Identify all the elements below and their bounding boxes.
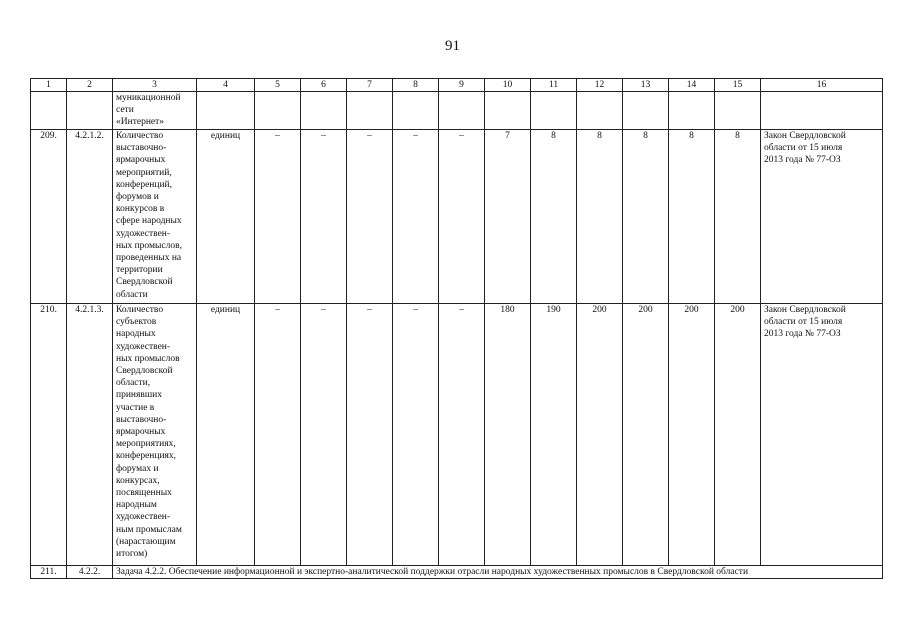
value-cell: 180 <box>485 304 531 566</box>
value-cell: 200 <box>623 304 669 566</box>
column-header: 8 <box>393 79 439 92</box>
unit-cell <box>197 92 255 130</box>
value-cell <box>531 92 577 130</box>
column-header: 1 <box>31 79 67 92</box>
value-cell <box>255 92 301 130</box>
value-cell: – <box>393 304 439 566</box>
table-row <box>31 130 883 304</box>
task-description-cell: Задача 4.2.2. Обеспечение информационной и экспертно-аналитической поддержки отрасли народных художественных промыслов в Свердловской области <box>113 566 883 579</box>
row-code-cell <box>67 92 113 130</box>
column-header: 3 <box>113 79 197 92</box>
value-cell: – <box>439 304 485 566</box>
indicator-cell: Количество субъектов народных художествен- ных промыслов Свердловской области, принявших участие в выставочно- ярмарочных мероприятиях, конференциях, форумах и конкурсах, посвященных народным художествен- ным промыслам (нарастающим итогом) <box>113 304 197 566</box>
source-cell: Закон Свердловской области от 15 июля 2013 года № 77-ОЗ <box>761 130 883 304</box>
value-cell <box>301 92 347 130</box>
value-cell: 8 <box>623 130 669 304</box>
task-row <box>31 566 883 579</box>
column-header: 6 <box>301 79 347 92</box>
value-cell: – <box>347 304 393 566</box>
unit-cell: единиц <box>197 130 255 304</box>
value-cell: 7 <box>485 130 531 304</box>
column-header: 7 <box>347 79 393 92</box>
row-number-cell <box>31 92 67 130</box>
header-row <box>31 79 883 92</box>
source-cell <box>761 92 883 130</box>
value-cell: – <box>347 130 393 304</box>
row-code-cell: 4.2.2. <box>67 566 113 579</box>
column-header: 15 <box>715 79 761 92</box>
value-cell: 8 <box>715 130 761 304</box>
value-cell <box>623 92 669 130</box>
value-cell <box>439 92 485 130</box>
value-cell <box>669 92 715 130</box>
row-code-cell: 4.2.1.2. <box>67 130 113 304</box>
row-number-cell: 211. <box>31 566 67 579</box>
value-cell: – <box>255 130 301 304</box>
value-cell <box>715 92 761 130</box>
continuation-row <box>31 92 883 130</box>
value-cell: – <box>393 130 439 304</box>
column-header: 4 <box>197 79 255 92</box>
value-cell: 200 <box>577 304 623 566</box>
value-cell <box>577 92 623 130</box>
value-cell: – <box>301 304 347 566</box>
column-header: 14 <box>669 79 715 92</box>
value-cell: 8 <box>577 130 623 304</box>
value-cell: 8 <box>669 130 715 304</box>
column-header: 10 <box>485 79 531 92</box>
indicators-table <box>30 78 883 579</box>
value-cell: – <box>439 130 485 304</box>
value-cell: 8 <box>531 130 577 304</box>
value-cell: – <box>301 130 347 304</box>
value-cell: 190 <box>531 304 577 566</box>
column-header: 13 <box>623 79 669 92</box>
source-cell: Закон Свердловской области от 15 июля 2013 года № 77-ОЗ <box>761 304 883 566</box>
indicator-cell: муникационной сети «Интернет» <box>113 92 197 130</box>
value-cell: 200 <box>669 304 715 566</box>
indicator-cell: Количество выставочно- ярмарочных мероприятий, конференций, форумов и конкурсов в сфере народных художествен- ных промыслов, проведенных на территории Свердловской области <box>113 130 197 304</box>
value-cell: – <box>255 304 301 566</box>
value-cell <box>347 92 393 130</box>
value-cell: 200 <box>715 304 761 566</box>
row-code-cell: 4.2.1.3. <box>67 304 113 566</box>
column-header: 16 <box>761 79 883 92</box>
column-header: 5 <box>255 79 301 92</box>
column-header: 12 <box>577 79 623 92</box>
row-number-cell: 210. <box>31 304 67 566</box>
column-header: 2 <box>67 79 113 92</box>
page-number: 91 <box>445 38 460 54</box>
column-header: 11 <box>531 79 577 92</box>
value-cell <box>485 92 531 130</box>
row-number-cell: 209. <box>31 130 67 304</box>
unit-cell: единиц <box>197 304 255 566</box>
column-header: 9 <box>439 79 485 92</box>
value-cell <box>393 92 439 130</box>
table-row <box>31 304 883 566</box>
